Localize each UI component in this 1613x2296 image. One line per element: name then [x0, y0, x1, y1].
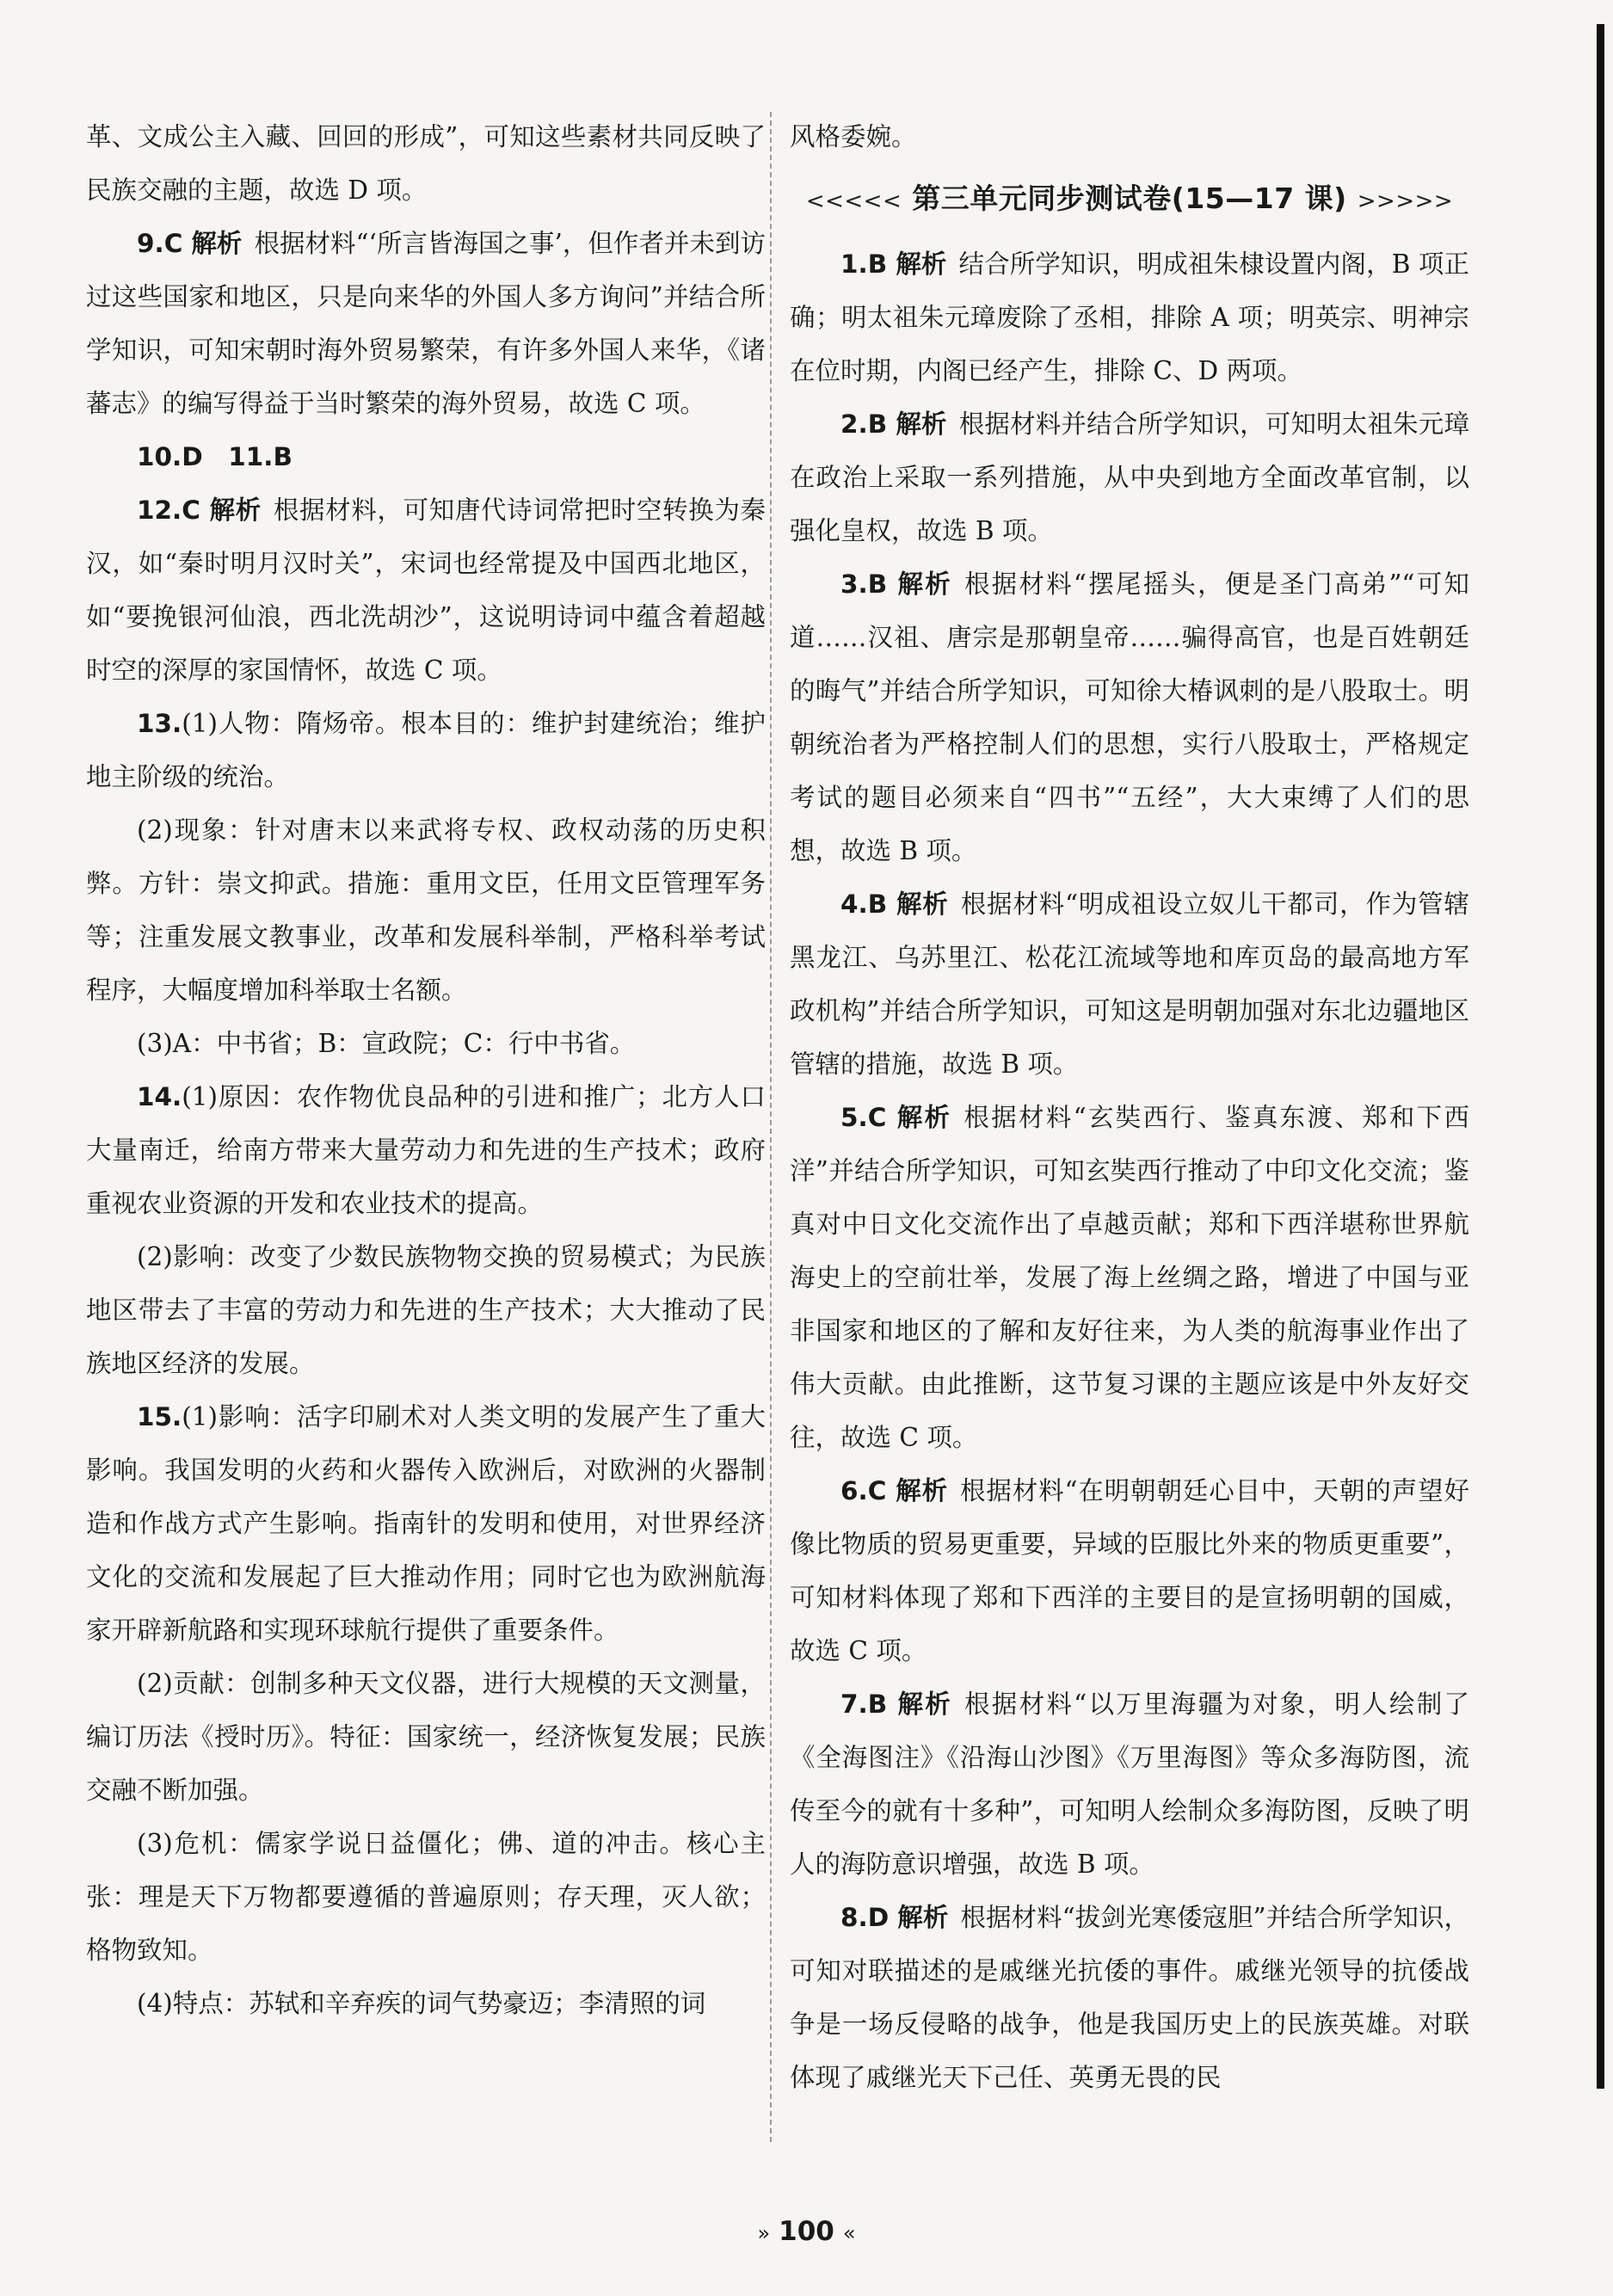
answer-text: (2)贡献：创制多种天文仪器，进行大规模的天文测量，编订历法《授时历》。特征：国家统一，经济恢复发展；民族交融不断加强。 — [86, 1669, 766, 1805]
answer-paragraph — [86, 1070, 766, 1230]
column-divider — [770, 112, 772, 2142]
answer-paragraph — [86, 1817, 766, 1977]
question-number: 3.B — [840, 569, 888, 599]
answer-paragraph — [86, 697, 766, 803]
title-left-arrows: <<<<< — [805, 188, 902, 214]
answer-text: 根据材料“以万里海疆为对象，明人绘制了《全海图注》《沿海山沙图》《万里海图》等众多海防图，流传至今的就有十多种”，可知明人绘制众多海防图，反映了明人的海防意识增强，故选 B 项。 — [790, 1690, 1469, 1879]
answer-text: (2)现象：针对唐末以来武将专权、政权动荡的历史积弊。方针：崇文抑武。措施：重用文臣，任用文臣管理军务等；注重发展文教事业，改革和发展科举制，严格科举考试程序，大幅度增加科举取士名额。 — [86, 816, 766, 1005]
question-number: 7.B — [840, 1690, 888, 1719]
answer-paragraph — [790, 557, 1469, 877]
answer-paragraph — [86, 1230, 766, 1390]
answer-paragraph — [86, 803, 766, 1017]
question-number: 12.C — [137, 496, 200, 525]
question-number: 2.B — [840, 409, 888, 439]
analysis-label: 解析 — [896, 1690, 953, 1719]
analysis-label: 解析 — [191, 229, 243, 258]
answer-text: 根据材料，可知唐代诗词常把时空转换为秦汉，如“秦时明月汉时关”，宋词也经常提及中国西北地区，如“要挽银河仙浪，西北洗胡沙”，这说明诗词中蕴含着超越时空的深厚的家国情怀，故选 C 项。 — [86, 496, 766, 685]
question-number: 4.B — [840, 889, 888, 919]
answer-text: 根据材料“玄奘西行、鉴真东渡、郑和下西洋”并结合所学知识，可知玄奘西行推动了中印文化交流；鉴真对中日文化交流作出了卓越贡献；郑和下西洋堪称世界航海史上的空前壮举，发展了海上丝绸之路，增进了中国与亚非国家和地区的了解和友好往来，为人类的航海事业作出了伟大贡献。由此推断，这节复习课的主题应该是中外友好交往，故选 C 项。 — [790, 1103, 1469, 1452]
answer-paragraph — [86, 430, 766, 483]
answer-text: 革、文成公主入藏、回回的形成”，可知这些素材共同反映了民族交融的主题，故选 D 项。 — [86, 122, 766, 205]
answer-text: (1)原因：农作物优良品种的引进和推广；北方人口大量南迁，给南方带来大量劳动力和先进的生产技术；政府重视农业资源的开发和农业技术的提高。 — [86, 1082, 766, 1218]
answer-text: 根据材料“摆尾摇头，便是圣门高弟”“可知道……汉祖、唐宗是那朝皇帝……骗得高官，也是百姓朝廷的晦气”并结合所学知识，可知徐大椿讽刺的是八股取士。明朝统治者为严格控制人们的思想，实行八股取士，严格规定考试的题目必须来自“四书”“五经”，大大束缚了人们的思想，故选 B 项。 — [790, 569, 1469, 865]
analysis-label: 解析 — [895, 1103, 952, 1132]
answer-text: (2)影响：改变了少数民族物物交换的贸易模式；为民族地区带去了丰富的劳动力和先进的生产技术；大大推动了民族地区经济的发展。 — [86, 1242, 766, 1378]
page-chev-left: » — [757, 2221, 771, 2245]
answer-text: 根据材料并结合所学知识，可知明太祖朱元璋在政治上采取一系列措施，从中央到地方全面改革官制，以强化皇权，故选 B 项。 — [790, 409, 1469, 545]
analysis-label: 解析 — [896, 889, 949, 919]
section-title-text: 第三单元同步测试卷(15—17 课) — [912, 182, 1347, 215]
answer-paragraph — [790, 237, 1469, 397]
answer-text: 根据材料“‘所言皆海国之事’，但作者并未到访过这些国家和地区，只是向来华的外国人多方询问”并结合所学知识，可知宋朝时海外贸易繁荣，有许多外国人来华，《诸蕃志》的编写得益于当时繁荣的海外贸易，故选 C 项。 — [86, 229, 766, 418]
answer-text: (3)危机：儒家学说日益僵化；佛、道的冲击。核心主张：理是天下万物都要遵循的普遍原则；存天理，灭人欲；格物致知。 — [86, 1829, 766, 1965]
answer-paragraph — [86, 1017, 766, 1070]
answer-paragraph — [790, 397, 1469, 557]
answer-paragraph — [86, 217, 766, 430]
analysis-label: 解析 — [896, 249, 947, 279]
page-edge-shadow — [1597, 24, 1604, 2089]
analysis-label: 解析 — [895, 1476, 948, 1505]
answer-paragraph — [86, 1390, 766, 1657]
analysis-label: 解析 — [896, 409, 947, 439]
answer-paragraph — [790, 877, 1469, 1091]
answer-paragraph — [86, 483, 766, 697]
right-top-text: 风格委婉。 — [790, 122, 917, 151]
answer-text: 根据材料“明成祖设立奴儿干都司，作为管辖黑龙江、乌苏里江、松花江流域等地和库页岛的最高地方军政机构”并结合所学知识，可知这是明朝加强对东北边疆地区管辖的措施，故选 B 项。 — [790, 889, 1469, 1079]
answer-paragraph — [790, 1677, 1469, 1891]
answer-text: (3)A：中书省；B：宣政院；C：行中书省。 — [137, 1029, 636, 1058]
right-column — [790, 110, 1469, 2104]
analysis-label: 解析 — [897, 1903, 949, 1932]
answer-paragraph — [86, 1977, 766, 2030]
answer-paragraph — [790, 1091, 1469, 1464]
page-number-text: 100 — [779, 2216, 834, 2247]
section-title — [790, 172, 1469, 225]
answer-text: 结合所学知识，明成祖朱棣设置内阁，B 项正确；明太祖朱元璋废除了丞相，排除 A 项；明英宗、明神宗在位时期，内阁已经产生，排除 C、D 两项。 — [790, 249, 1469, 385]
analysis-label: 解析 — [896, 569, 952, 599]
question-number: 8.D — [840, 1903, 890, 1932]
right-items — [790, 237, 1469, 2104]
page-chev-right: « — [842, 2221, 856, 2245]
answer-paragraph — [86, 1657, 766, 1817]
left-column — [86, 110, 766, 2030]
question-number: 5.C — [840, 1103, 887, 1132]
answer-paragraph — [790, 1891, 1469, 2104]
answer-text: 根据材料“拔剑光寒倭寇胆”并结合所学知识，可知对联描述的是戚继光抗倭的事件。戚继光领导的抗倭战争是一场反侵略的战争，他是我国历史上的民族英雄。对联体现了戚继光天下己任、英勇无畏的民 — [790, 1903, 1469, 2092]
question-number: 6.C — [840, 1476, 887, 1505]
answer-text: 根据材料“在明朝朝廷心目中，天朝的声望好像比物质的贸易更重要，异域的臣服比外来的物质更重要”，可知材料体现了郑和下西洋的主要目的是宣扬明朝的国威，故选 C 项。 — [790, 1476, 1469, 1665]
question-number: 9.C — [137, 229, 183, 258]
analysis-label: 解析 — [208, 496, 262, 525]
question-number: 14. — [137, 1082, 182, 1111]
question-number: 10.D 11.B — [137, 442, 292, 471]
answer-text: (1)人物：隋炀帝。根本目的：维护封建统治；维护地主阶级的统治。 — [86, 709, 766, 791]
answer-text: (1)影响：活字印刷术对人类文明的发展产生了重大影响。我国发明的火药和火器传入欧洲后，对欧洲的火器制造和作战方式产生影响。指南针的发明和使用，对世界经济文化的交流和发展起了巨大推动作用；同时它也为欧洲航海家开辟新航路和实现环球航行提供了重要条件。 — [86, 1402, 766, 1645]
answer-text: (4)特点：苏轼和辛弃疾的词气势豪迈；李清照的词 — [137, 1989, 706, 2018]
answer-paragraph — [790, 1464, 1469, 1677]
answer-paragraph — [86, 110, 766, 217]
question-number: 15. — [137, 1402, 182, 1431]
page-number — [0, 2216, 1613, 2247]
title-right-arrows: >>>>> — [1357, 188, 1454, 214]
question-number: 1.B — [840, 249, 888, 279]
question-number: 13. — [137, 709, 182, 738]
